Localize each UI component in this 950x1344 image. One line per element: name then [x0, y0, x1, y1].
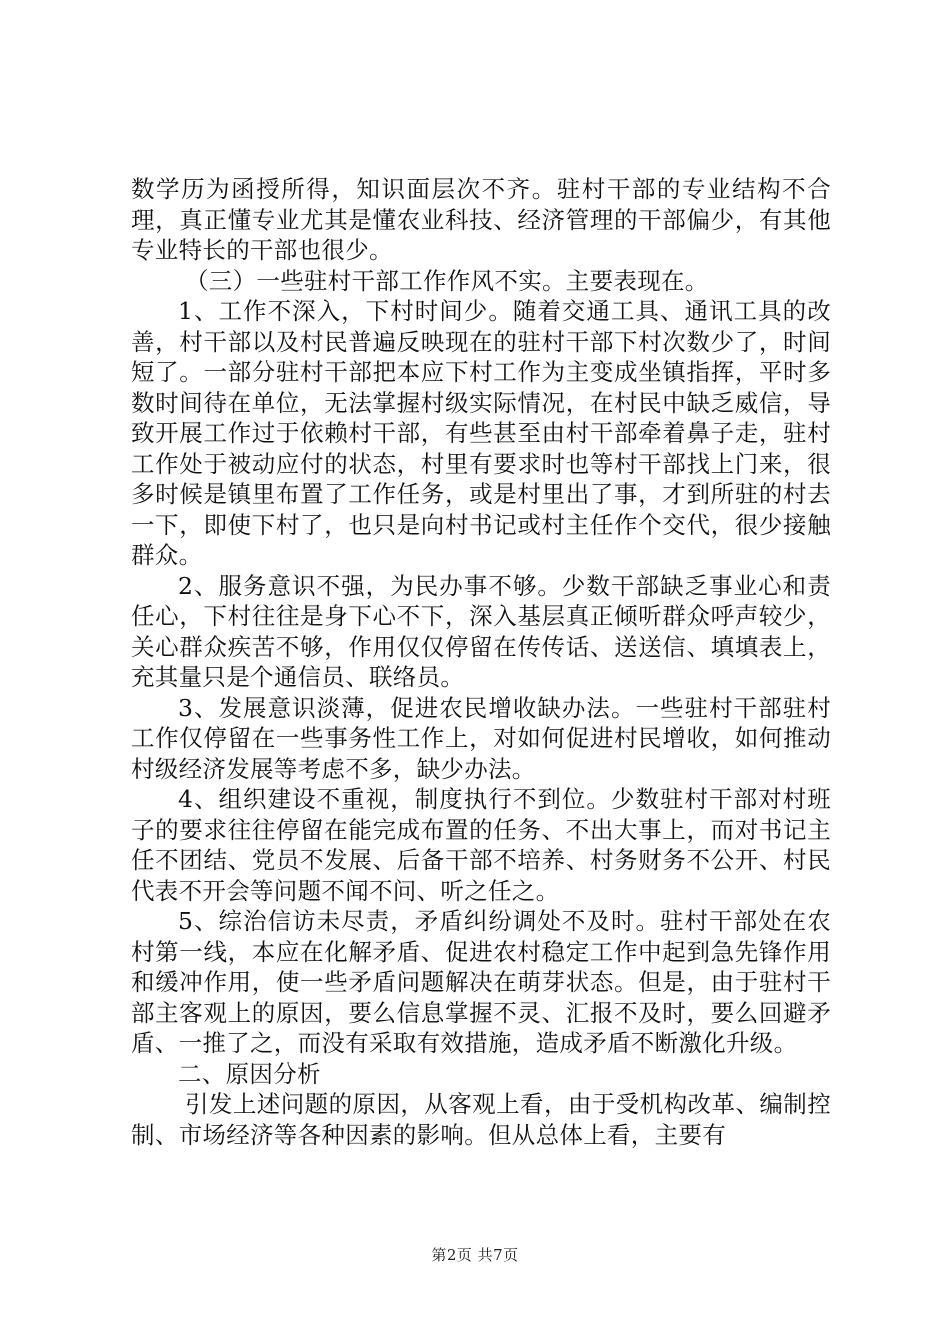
- paragraph-item-5: 5、综治信访未尽责，矛盾纠纷调处不及时。驻村干部处在农村第一线，本应在化解矛盾、促进农村稳定工作中起到急先锋作用和缓冲作用，使一些矛盾问题解决在萌芽状态。但是，由于驻村干部主客观上的原因，要么信息掌握不灵、汇报不及时，要么回避矛盾、一推了之，而没有采取有效措施，造成矛盾不断激化升级。: [131, 907, 831, 1057]
- paragraph-item-1: 1、工作不深入，下村时间少。随着交通工具、通讯工具的改善，村干部以及村民普遍反映现在的驻村干部下村次数少了，时间短了。一部分驻村干部把本应下村工作为主变成坐镇指挥，平时多数时间待在单位，无法掌握村级实际情况，在村民中缺乏威信，导致开展工作过于依赖村干部，有些甚至由村干部牵着鼻子走，驻村工作处于被动应付的状态，村里有要求时也等村干部找上门来，很多时候是镇里布置了工作任务，或是村里出了事，才到所驻的村去一下，即使下村了，也只是向村书记或村主任作个交代，很少接触群众。: [131, 297, 831, 569]
- section-heading-cause-analysis: 二、原因分析: [178, 1059, 321, 1088]
- paragraph-item-2: 2、服务意识不强，为民办事不够。少数干部缺乏事业心和责任心，下村往往是身下心不下，深入基层真正倾听群众呼声较少，关心群众疾苦不够，作用仅仅停留在传传话、送送信、填填表上，充其量只是个通信员、联络员。: [131, 571, 831, 691]
- paragraph-item-4: 4、组织建设不重视，制度执行不到位。少数驻村干部对村班子的要求往往停留在能完成布置的任务、不出大事上，而对书记主任不团结、党员不发展、后备干部不培养、村务财务不公开、村民代表不开会等问题不闻不问、听之任之。: [131, 785, 831, 905]
- document-body: [131, 174, 831, 1150]
- paragraph-cause-intro: 引发上述问题的原因，从客观上看，由于受机构改革、编制控制、市场经济等各种因素的影响。但从总体上看，主要有: [131, 1090, 831, 1149]
- paragraph-item-3: 3、发展意识淡薄，促进农民增收缺办法。一些驻村干部驻村工作仅停留在一些事务性工作上，对如何促进村民增收，如何推动村级经济发展等考虑不多，缺少办法。: [131, 693, 831, 783]
- paragraph-continuation: 数学历为函授所得，知识面层次不齐。驻村干部的专业结构不合理，真正懂专业尤其是懂农业科技、经济管理的干部偏少，有其他专业特长的干部也很少。: [131, 175, 831, 264]
- page-footer: 第2页 共7页: [431, 1246, 519, 1264]
- paragraph-section-heading-3: （三）一些驻村干部工作作风不实。主要表现在。: [185, 266, 709, 295]
